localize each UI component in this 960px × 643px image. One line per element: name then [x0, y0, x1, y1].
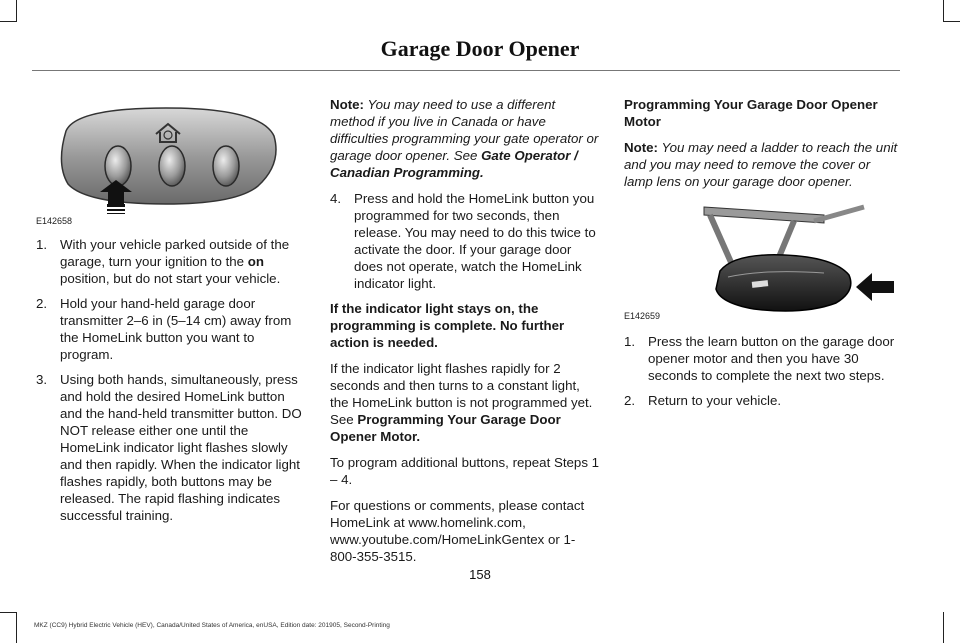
step-number: 3. [36, 372, 48, 387]
steps-list [330, 190, 600, 292]
section-heading: Programming Your Garage Door Opener Motor [624, 97, 878, 129]
column-middle [330, 96, 600, 574]
step-number: 1. [624, 334, 636, 349]
additional-buttons-paragraph: To program additional buttons, repeat Steps 1 – 4. [330, 455, 600, 487]
note-paragraph [330, 96, 600, 181]
step-text: With your vehicle parked outside of the garage, turn your ignition to the [60, 237, 290, 269]
homelink-button-2-icon [159, 146, 185, 186]
step-number: 1. [36, 237, 48, 252]
page-number: 158 [469, 567, 491, 582]
note-label: Note: [624, 140, 658, 155]
list-item [330, 190, 600, 292]
note-text: You may need to use a different method if you live in Canada or have difficulties programming your gate operator or garage door opener. See [330, 97, 599, 163]
crop-mark [943, 0, 944, 22]
list-item [624, 392, 900, 409]
contact-paragraph: For questions or comments, please contact HomeLink at www.homelink.com, www.youtube.com/HomeLinkGentex or 1-800-355-3515. [330, 498, 585, 564]
title-rule [32, 70, 900, 71]
figure-code: E142659 [624, 311, 661, 321]
crop-mark [0, 21, 17, 22]
bold-paragraph: If the indicator light stays on, the programming is complete. No further action is needed. [330, 301, 565, 350]
list-item [624, 333, 900, 384]
step-text: Press and hold the HomeLink button you programmed for two seconds, then release. You may need to do this twice to activate the door. If your garage door does not operate, watch the HomeLink indicator light. [354, 191, 596, 291]
page-title: Garage Door Opener [380, 36, 580, 61]
column-left [36, 96, 302, 532]
opener-motor-unit [716, 255, 851, 311]
step-text: Hold your hand-held garage door transmitter 2–6 in (5–14 cm) away from the HomeLink button you want to program. [60, 296, 292, 362]
homelink-button-3-icon [213, 146, 239, 186]
figure-code: E142658 [36, 216, 73, 226]
steps-list [624, 333, 900, 409]
cross-reference-link: Gate Operator / Canadian Programming. [330, 148, 578, 180]
column-right [624, 96, 900, 417]
step-text: Using both hands, simultaneously, press and hold the desired HomeLink button and the hand-held transmitter button. DO NOT release either one until the HomeLink indicator light flashes slowly and then rapidly. When the indicator light flashes rapidly, both buttons may be released. The rapid flashing indicates successful training. [60, 372, 302, 523]
homelink-button-1-icon [105, 146, 131, 186]
step-text-bold: on [247, 254, 265, 269]
opener-motor-figure [624, 199, 900, 321]
crop-mark [943, 21, 960, 22]
cross-reference-link: Programming Your Garage Door Opener Motor. [330, 412, 561, 444]
learn-button-arrow-icon [856, 273, 894, 301]
step-number: 2. [624, 393, 636, 408]
list-item [36, 371, 302, 524]
flash-text: If the indicator light flashes rapidly for 2 seconds and then turns to a constant light, the HomeLink button is not programmed yet. See [330, 361, 593, 427]
crop-mark [16, 0, 17, 22]
note-label: Note: [330, 97, 364, 112]
crop-mark [16, 612, 17, 643]
crop-mark [0, 612, 17, 613]
step-text: Press the learn button on the garage door opener motor and then you have 30 seconds to complete the next two steps. [648, 334, 895, 383]
footer-text: MKZ (CC9) Hybrid Electric Vehicle (HEV), Canada/United States of America, enUSA, Edition date: 201905, Second-Printing [34, 622, 390, 629]
step-number: 2. [36, 296, 48, 311]
list-item [36, 295, 302, 363]
homelink-figure [36, 96, 302, 226]
step-number: 4. [330, 191, 342, 206]
step-text: Return to your vehicle. [648, 393, 782, 408]
note-paragraph [624, 139, 900, 190]
flash-paragraph [330, 360, 600, 445]
step-text: position, but do not start your vehicle. [60, 271, 281, 286]
garage-opener-motor-illustration [624, 199, 900, 321]
note-text: You may need a ladder to reach the unit and you may need to remove the cover or lamp lens on your garage door opener. [624, 140, 898, 189]
homelink-buttons-illustration [36, 96, 302, 226]
steps-list [36, 236, 302, 524]
crop-mark [943, 612, 944, 643]
list-item [36, 236, 302, 287]
